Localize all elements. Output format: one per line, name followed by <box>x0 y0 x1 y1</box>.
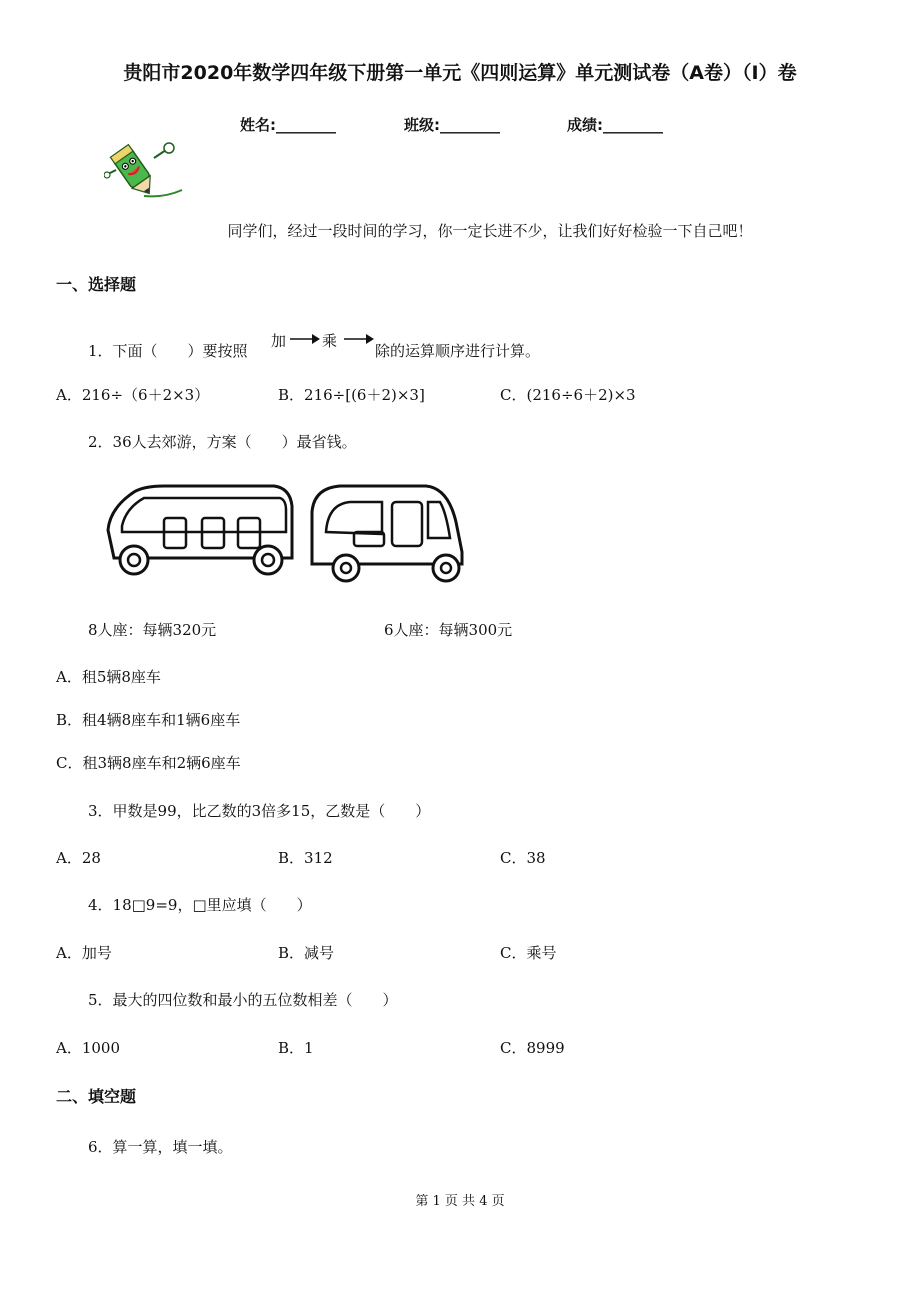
question-1-text: 1．下面（ ）要按照 <box>88 342 248 360</box>
q3-option-a[interactable]: A．28 <box>56 849 101 867</box>
van-6-seat-icon <box>306 482 468 586</box>
question-4-text: 4．18□9=9，□里应填（ ） <box>88 896 312 914</box>
section-heading-fill: 二、填空题 <box>56 1087 137 1106</box>
q2-option-a[interactable]: A．租5辆8座车 <box>56 668 161 686</box>
flow-add-label: 加 <box>271 332 287 350</box>
bus-8-seat-caption: 8人座：每辆320元 <box>88 621 217 639</box>
q2-option-b[interactable]: B．租4辆8座车和1辆6座车 <box>56 711 241 729</box>
q1-option-b[interactable]: B．216÷[(6＋2)×3] <box>278 386 425 404</box>
q3-option-c[interactable]: C．38 <box>500 849 546 867</box>
page-footer: 第 1 页 共 4 页 <box>415 1194 505 1209</box>
question-2-text: 2．36人去郊游，方案（ ）最省钱。 <box>88 433 357 451</box>
arrow-right-icon <box>344 332 374 346</box>
q5-option-c[interactable]: C．8999 <box>500 1039 565 1057</box>
q4-option-a[interactable]: A．加号 <box>56 944 112 962</box>
question-5-text: 5．最大的四位数和最小的五位数相差（ ） <box>88 991 398 1009</box>
van-6-seat-caption: 6人座：每辆300元 <box>384 621 513 639</box>
q3-option-b[interactable]: B．312 <box>278 849 333 867</box>
score-field[interactable]: 成绩:________ <box>567 116 663 134</box>
q5-option-b[interactable]: B．1 <box>278 1039 314 1057</box>
flow-mul-label: 乘 <box>322 332 338 350</box>
page-title: 贵阳市2020年数学四年级下册第一单元《四则运算》单元测试卷（A卷）（I）卷 <box>123 62 797 84</box>
q2-option-c[interactable]: C．租3辆8座车和2辆6座车 <box>56 754 241 772</box>
q5-option-a[interactable]: A．1000 <box>56 1039 121 1057</box>
question-6-text: 6．算一算，填一填。 <box>88 1138 233 1156</box>
q4-option-c[interactable]: C．乘号 <box>500 944 557 962</box>
question-1-text-end: 除的运算顺序进行计算。 <box>375 342 541 360</box>
bus-8-seat-icon <box>104 480 298 580</box>
name-field[interactable]: 姓名:________ <box>240 116 336 134</box>
pencil-mascot-icon <box>104 140 188 206</box>
q4-option-b[interactable]: B．减号 <box>278 944 335 962</box>
question-3-text: 3．甲数是99，比乙数的3倍多15，乙数是（ ） <box>88 802 431 820</box>
q1-option-c[interactable]: C．(216÷6＋2)×3 <box>500 386 636 404</box>
section-heading-choice: 一、选择题 <box>56 275 137 294</box>
greeting-text: 同学们，经过一段时间的学习，你一定长进不少，让我们好好检验一下自己吧！ <box>227 222 753 240</box>
arrow-right-icon <box>290 332 320 346</box>
q1-option-a[interactable]: A．216÷（6＋2×3） <box>56 386 210 404</box>
class-field[interactable]: 班级:________ <box>404 116 500 134</box>
